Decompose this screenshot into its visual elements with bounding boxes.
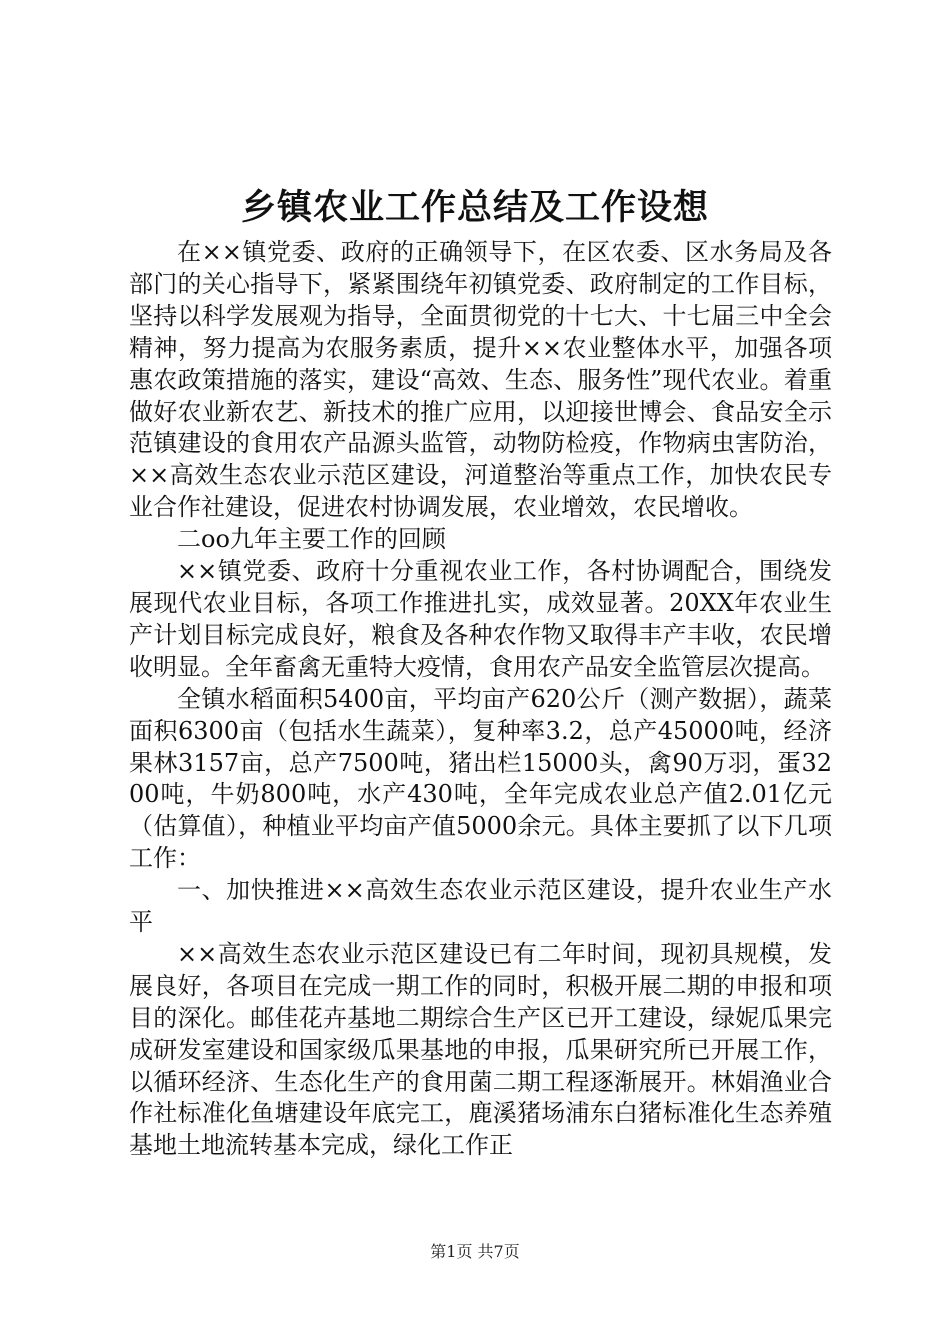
paragraph-demo-zone: ××高效生态农业示范区建设已有二年时间，现初具规模，发展良好，各项目在完成一期工作的同时，积极开展二期的申报和项目的深化。邮佳花卉基地二期综合生产区已开工建设，绿妮瓜果完成研发室建设和国家级瓜果基地的申报，瓜果研究所已开展工作，以循环经济、生态化生产的食用菌二期工程逐渐展开。林娟渔业合作社标准化鱼塘建设年底完工，鹿溪猪场浦东白猪标准化生态养殖基地土地流转基本完成，绿化工作正 [129,939,832,1160]
page-number-footer: 第1页 共7页 [430,1242,520,1261]
section-heading-one: 一、加快推进××高效生态农业示范区建设，提升农业生产水平 [129,876,832,937]
paragraph-overview: ××镇党委、政府十分重视农业工作，各村协调配合，围绕发展现代农业目标，各项工作推进扎实，成效显著。20XX年农业生产计划目标完成良好，粮食及各种农作物又取得丰产丰收，农民增收明显。全年畜禽无重特大疫情，食用农产品安全监管层次提高。 [129,557,832,681]
paragraph-intro: 在××镇党委、政府的正确领导下，在区农委、区水务局及各部门的关心指导下，紧紧围绕年初镇党委、政府制定的工作目标，坚持以科学发展观为指导，全面贯彻党的十七大、十七届三中全会精神，努力提高为农服务素质，提升××农业整体水平，加强各项惠农政策措施的落实，建设“高效、生态、服务性”现代农业。着重做好农业新农艺、新技术的推广应用，以迎接世博会、食品安全示范镇建设的食用农产品源头监管，动物防检疫，作物病虫害防治，××高效生态农业示范区建设，河道整治等重点工作，加快农民专业合作社建设，促进农村协调发展，农业增效，农民增收。 [129,238,832,522]
section-heading-review: 二oo九年主要工作的回顾 [177,525,446,554]
paragraph-statistics: 全镇水稻面积5400亩，平均亩产620公斤（测产数据），蔬菜面积6300亩（包括水生蔬菜），复种率3.2，总产45000吨，经济果林3157亩，总产7500吨，猪出栏15000头，禽90万羽，蛋3200吨，牛奶800吨，水产430吨，全年完成农业总产值2.01亿元（估算值），种植业平均亩产值5000余元。具体主要抓了以下几项工作： [129,684,832,873]
document-title: 乡镇农业工作总结及工作设想 [240,187,709,228]
document-body [129,237,832,1162]
